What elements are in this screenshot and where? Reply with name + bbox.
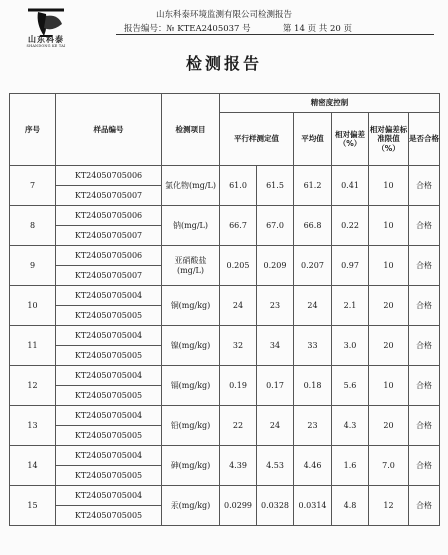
table-row — [10, 286, 440, 306]
organization-title: 山东科泰环境监测有限公司检测报告 — [155, 10, 292, 20]
table-row — [10, 366, 440, 386]
cell-mean: 0.207 — [294, 246, 332, 286]
cell-value-1: 4.39 — [220, 446, 257, 486]
cell-rel-dev: 0.41 — [332, 166, 369, 206]
cell-item: 铜(mg/kg) — [162, 286, 220, 326]
cell-pass: 合格 — [409, 206, 440, 246]
table-row — [10, 246, 440, 266]
cell-value-1: 61.0 — [220, 166, 257, 206]
cell-limit: 10 — [369, 166, 409, 206]
cell-seq: 13 — [10, 406, 56, 446]
cell-limit: 20 — [369, 326, 409, 366]
cell-value-1: 32 — [220, 326, 257, 366]
cell-mean: 0.0314 — [294, 486, 332, 526]
cell-value-2: 24 — [257, 406, 294, 446]
cell-rel-dev: 5.6 — [332, 366, 369, 406]
cell-seq: 14 — [10, 446, 56, 486]
cell-pass: 合格 — [409, 446, 440, 486]
cell-seq: 10 — [10, 286, 56, 326]
cell-seq: 8 — [10, 206, 56, 246]
cell-sample-no: KT24050705005 — [56, 306, 162, 326]
logo-name: 山东科泰 — [28, 34, 64, 44]
cell-value-1: 24 — [220, 286, 257, 326]
cell-rel-dev: 4.8 — [332, 486, 369, 526]
cell-seq: 7 — [10, 166, 56, 206]
cell-seq: 15 — [10, 486, 56, 526]
cell-value-2: 34 — [257, 326, 294, 366]
cell-sample-no: KT24050705004 — [56, 286, 162, 306]
cell-rel-dev: 0.22 — [332, 206, 369, 246]
cell-mean: 24 — [294, 286, 332, 326]
cell-sample-no: KT24050705005 — [56, 386, 162, 406]
cell-sample-no: KT24050705004 — [56, 326, 162, 346]
report-number: 报告编号：№ KTEA2405037 号 — [124, 24, 251, 34]
cell-value-2: 0.209 — [257, 246, 294, 286]
header-item: 检测项目 — [162, 94, 220, 166]
cell-sample-no: KT24050705006 — [56, 206, 162, 226]
cell-limit: 20 — [369, 406, 409, 446]
cell-limit: 10 — [369, 206, 409, 246]
cell-pass: 合格 — [409, 246, 440, 286]
cell-sample-no: KT24050705007 — [56, 266, 162, 286]
table-row — [10, 406, 440, 426]
table-body — [10, 166, 440, 526]
cell-pass: 合格 — [409, 286, 440, 326]
cell-mean: 66.8 — [294, 206, 332, 246]
cell-rel-dev: 1.6 — [332, 446, 369, 486]
cell-mean: 0.18 — [294, 366, 332, 406]
header-divider — [116, 34, 434, 35]
cell-value-1: 0.19 — [220, 366, 257, 406]
cell-pass: 合格 — [409, 326, 440, 366]
cell-sample-no: KT24050705007 — [56, 226, 162, 246]
cell-sample-no: KT24050705004 — [56, 446, 162, 466]
cell-rel-dev: 2.1 — [332, 286, 369, 326]
cell-sample-no: KT24050705007 — [56, 186, 162, 206]
table-row — [10, 166, 440, 186]
cell-value-2: 23 — [257, 286, 294, 326]
cell-sample-no: KT24050705005 — [56, 426, 162, 446]
cell-mean: 61.2 — [294, 166, 332, 206]
page-title: 检测报告 — [185, 54, 262, 73]
cell-item: 钠(mg/L) — [162, 206, 220, 246]
header-mean: 平均值 — [294, 113, 332, 166]
cell-mean: 4.46 — [294, 446, 332, 486]
cell-limit: 7.0 — [369, 446, 409, 486]
cell-pass: 合格 — [409, 406, 440, 446]
cell-seq: 9 — [10, 246, 56, 286]
precision-table — [9, 93, 440, 526]
cell-value-2: 0.0328 — [257, 486, 294, 526]
cell-item: 汞(mg/kg) — [162, 486, 220, 526]
cell-rel-dev: 3.0 — [332, 326, 369, 366]
cell-item: 铅(mg/kg) — [162, 406, 220, 446]
cell-value-2: 67.0 — [257, 206, 294, 246]
cell-item: 砷(mg/kg) — [162, 446, 220, 486]
cell-value-2: 4.53 — [257, 446, 294, 486]
table-row — [10, 326, 440, 346]
header-pass: 是否合格 — [409, 113, 440, 166]
cell-sample-no: KT24050705006 — [56, 246, 162, 266]
header-limit: 相对偏差标准限值（%） — [369, 113, 409, 166]
table-row — [10, 206, 440, 226]
cell-sample-no: KT24050705006 — [56, 166, 162, 186]
cell-item: 镍(mg/kg) — [162, 326, 220, 366]
cell-value-2: 61.5 — [257, 166, 294, 206]
cell-sample-no: KT24050705005 — [56, 506, 162, 526]
header-rel-dev: 相对偏差（%） — [332, 113, 369, 166]
cell-value-1: 66.7 — [220, 206, 257, 246]
header-seq: 序号 — [10, 94, 56, 166]
cell-value-1: 0.205 — [220, 246, 257, 286]
cell-value-1: 22 — [220, 406, 257, 446]
cell-mean: 33 — [294, 326, 332, 366]
cell-sample-no: KT24050705005 — [56, 346, 162, 366]
cell-item: 亚硝酸盐 (mg/L) — [162, 246, 220, 286]
cell-item: 氯化物(mg/L) — [162, 166, 220, 206]
cell-value-1: 0.0299 — [220, 486, 257, 526]
cell-seq: 12 — [10, 366, 56, 406]
cell-pass: 合格 — [409, 366, 440, 406]
logo-subtitle: SHANDONG KE TAI — [26, 44, 66, 48]
cell-sample-no: KT24050705004 — [56, 406, 162, 426]
cell-rel-dev: 0.97 — [332, 246, 369, 286]
header-sample-no: 样品编号 — [56, 94, 162, 166]
header-precision-group: 精密度控制 — [220, 94, 440, 113]
table-row — [10, 446, 440, 466]
cell-pass: 合格 — [409, 166, 440, 206]
cell-sample-no: KT24050705004 — [56, 366, 162, 386]
table-row — [10, 486, 440, 506]
cell-sample-no: KT24050705004 — [56, 486, 162, 506]
cell-seq: 11 — [10, 326, 56, 366]
cell-mean: 23 — [294, 406, 332, 446]
cell-value-2: 0.17 — [257, 366, 294, 406]
cell-rel-dev: 4.3 — [332, 406, 369, 446]
cell-limit: 10 — [369, 366, 409, 406]
cell-limit: 10 — [369, 246, 409, 286]
header-parallel: 平行样测定值 — [220, 113, 294, 166]
cell-item: 镉(mg/kg) — [162, 366, 220, 406]
cell-sample-no: KT24050705005 — [56, 466, 162, 486]
cell-limit: 20 — [369, 286, 409, 326]
cell-pass: 合格 — [409, 486, 440, 526]
cell-limit: 12 — [369, 486, 409, 526]
page-info: 第 14 页 共 20 页 — [282, 24, 352, 34]
